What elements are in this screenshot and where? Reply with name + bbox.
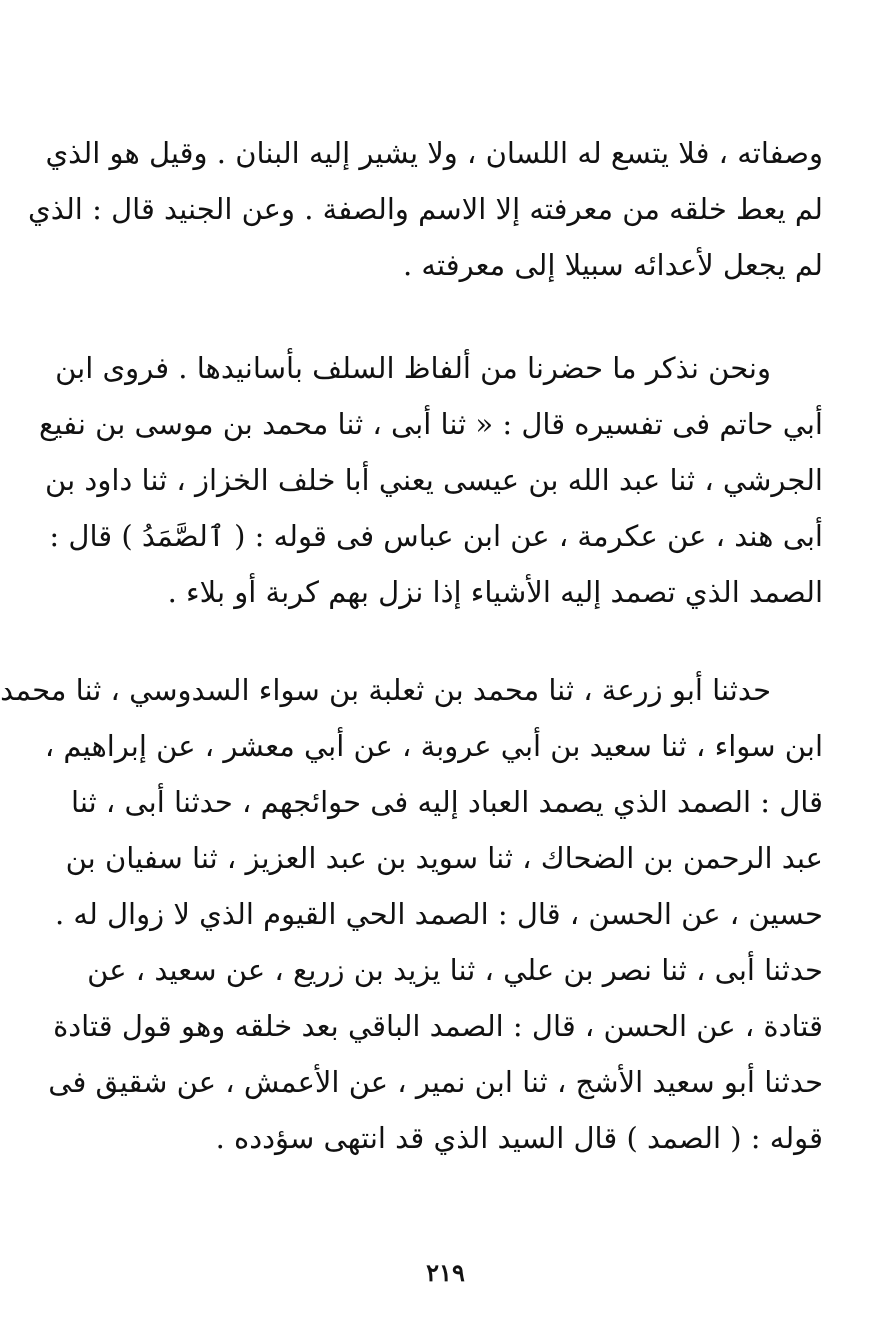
paragraph-line: أبي حاتم فى تفسيره قال : « ثنا أبى ، ثنا محمد بن موسى بن نفيع [38,407,823,441]
paragraph-line: حدثنا أبى ، ثنا نصر بن علي ، ثنا يزيد بن زريع ، عن سعيد ، عن [87,953,823,987]
paragraph-line: أبى هند ، عن عكرمة ، عن ابن عباس فى قوله : ( ٱلصَّمَدُ ) قال : [49,519,823,553]
paragraph-line: ونحن نذكر ما حضرنا من ألفاظ السلف بأسانيدها . فروى ابن [55,351,771,385]
paragraph-line: قال : الصمد الذي يصمد العباد إليه فى حوائجهم ، حدثنا أبى ، ثنا [71,785,823,819]
paragraph-1 [28,125,823,293]
paragraph-line: الجرشي ، ثنا عبد الله بن عيسى يعني أبا خلف الخزاز ، ثنا داود بن [45,463,823,497]
paragraph-line: قوله : ( الصمد ) قال السيد الذي قد انتهى سؤدده . [215,1121,823,1155]
paragraph-line: حسين ، عن الحسن ، قال : الصمد الحي القيوم الذي لا زوال له . [54,897,823,931]
paragraph-line: لم يجعل لأعدائه سبيلا إلى معرفته . [402,248,823,282]
paragraph-line: الصمد الذي تصمد إليه الأشياء إذا نزل بهم كربة أو بلاء . [167,575,823,609]
paragraph-2 [38,340,823,620]
paragraph-line: وصفاته ، فلا يتسع له اللسان ، ولا يشير إليه البنان . وقيل هو الذي [45,136,823,170]
page-number: ٢١٩ [426,1258,465,1287]
paragraph-line: ابن سواء ، ثنا سعيد بن أبي عروبة ، عن أبي معشر ، عن إبراهيم ، [44,729,823,763]
paragraph-line: حدثنا أبو زرعة ، ثنا محمد بن ثعلبة بن سواء السدوسي ، ثنا محمد [0,673,771,707]
paragraph-line: لم يعط خلقه من معرفته إلا الاسم والصفة . وعن الجنيد قال : الذي [28,192,823,226]
paragraph-line: عبد الرحمن بن الضحاك ، ثنا سويد بن عبد العزيز ، ثنا سفيان بن [65,841,823,875]
paragraph-line: قتادة ، عن الحسن ، قال : الصمد الباقي بعد خلقه وهو قول قتادة [53,1009,823,1043]
paragraph-3 [0,662,823,1166]
paragraph-line: حدثنا أبو سعيد الأشج ، ثنا ابن نمير ، عن الأعمش ، عن شقيق فى [48,1065,823,1099]
